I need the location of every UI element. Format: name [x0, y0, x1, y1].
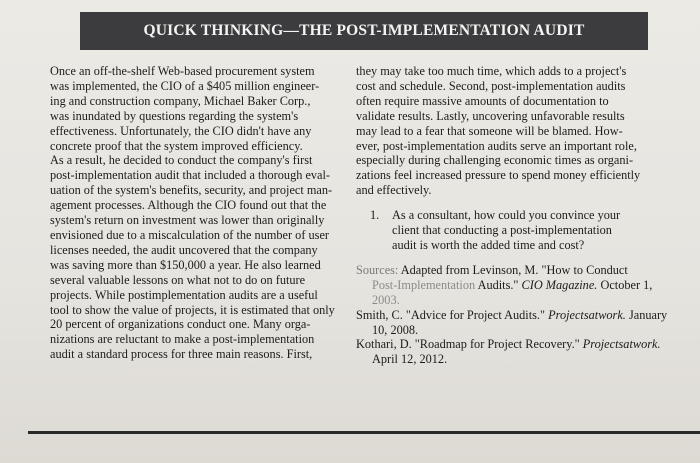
case-paragraph-continued — [356, 64, 696, 198]
bottom-divider — [28, 431, 700, 434]
section-title: QUICK THINKING—THE POST-IMPLEMENTATION AUDIT — [143, 22, 585, 39]
text-line: envisioned due to a miscalculation of the number of user — [50, 227, 329, 242]
text-line: may lead to a fear that someone will be blamed. How- — [356, 123, 623, 138]
source-text: Kothari, D. "Roadmap for Project Recovery." — [356, 337, 580, 352]
text-line: tool to show the value of projects, it is estimated that only — [50, 302, 335, 317]
text-line: and effectively. — [356, 183, 432, 198]
sources-list — [356, 263, 696, 367]
text-line: effectiveness. Unfortunately, the CIO didn't have any — [50, 123, 312, 138]
text-line: uation of the system's benefits, security, and project man- — [50, 183, 333, 198]
question-number: 1. — [370, 208, 380, 223]
text-line: was saving more than $150,000 a year. He also learned — [50, 257, 321, 272]
text-line: As a result, he decided to conduct the company's first — [50, 153, 313, 168]
text-line: often require massive amounts of documentation to — [356, 93, 609, 108]
text-line: agement processes. Although the CIO found out that the — [50, 198, 327, 213]
section-header — [80, 12, 648, 50]
source-reference-cont — [356, 278, 696, 293]
text-line: concrete proof that the system improved efficiency. — [50, 138, 303, 153]
source-reference — [356, 337, 696, 352]
text-line: projects. While postimplementation audits are a useful — [50, 287, 318, 302]
text-line: cost and schedule. Second, post-implementation audits — [356, 78, 626, 93]
text-line: audit a standard process for three main reasons. First, — [50, 347, 313, 362]
text-line: they may take too much time, which adds to a project's — [356, 64, 627, 78]
source-text: April 12, 2012. — [372, 352, 448, 367]
source-text: Audits." — [477, 277, 519, 292]
text-line: was inundated by questions regarding the system's — [50, 108, 299, 123]
source-date: October 1, — [600, 277, 653, 292]
source-reference — [356, 263, 696, 278]
question-text — [392, 208, 696, 253]
text-line: nizations are reluctant to make a post-implementation — [50, 332, 315, 347]
right-column — [356, 64, 696, 367]
source-text: 2003. — [372, 292, 400, 307]
text-line: several valuable lessons on what not to do on future — [50, 272, 306, 287]
text-line: zations feel increased pressure to spend money efficiently — [356, 168, 641, 183]
text-line: client that conducting a post-implementation — [392, 223, 612, 238]
text-line: ing and construction company, Michael Baker Corp., — [50, 93, 311, 108]
source-journal: Projectsatwork. — [582, 337, 661, 352]
sources-label: Sources: — [356, 262, 399, 277]
text-line: licenses needed, the audit uncovered that the company — [50, 242, 318, 257]
source-text: Post-Implementation — [372, 277, 476, 292]
text-line: 20 percent of organizations conduct one. Many orga- — [50, 317, 311, 332]
source-text: 10, 2008. — [372, 322, 419, 337]
text-line: system's return on investment was lower than originally — [50, 213, 325, 228]
text-line: As a consultant, how could you convince your — [392, 208, 621, 223]
text-line: ever, post-implementation audits serve an important role, — [356, 138, 637, 153]
source-reference — [356, 308, 696, 323]
case-paragraph — [50, 64, 340, 362]
text-line: especially during challenging economic times as organi- — [356, 153, 634, 168]
source-journal: Projectsatwork. — [548, 307, 626, 322]
source-date: January — [628, 307, 668, 322]
text-line: audit is worth the added time and cost? — [392, 237, 585, 252]
source-text: Adapted from Levinson, M. "How to Conduct — [400, 262, 628, 277]
source-text: Smith, C. "Advice for Project Audits." — [356, 307, 546, 322]
text-line: post-implementation audit that included a thorough eval- — [50, 168, 331, 183]
text-line: validate results. Lastly, uncovering unfavorable results — [356, 108, 625, 123]
discussion-question — [356, 208, 696, 253]
text-line: was implemented, the CIO of a $405 million engineer- — [50, 78, 320, 93]
text-line: Once an off-the-shelf Web-based procurement system — [50, 64, 315, 78]
left-column — [50, 64, 340, 362]
source-journal: CIO Magazine. — [521, 277, 598, 292]
